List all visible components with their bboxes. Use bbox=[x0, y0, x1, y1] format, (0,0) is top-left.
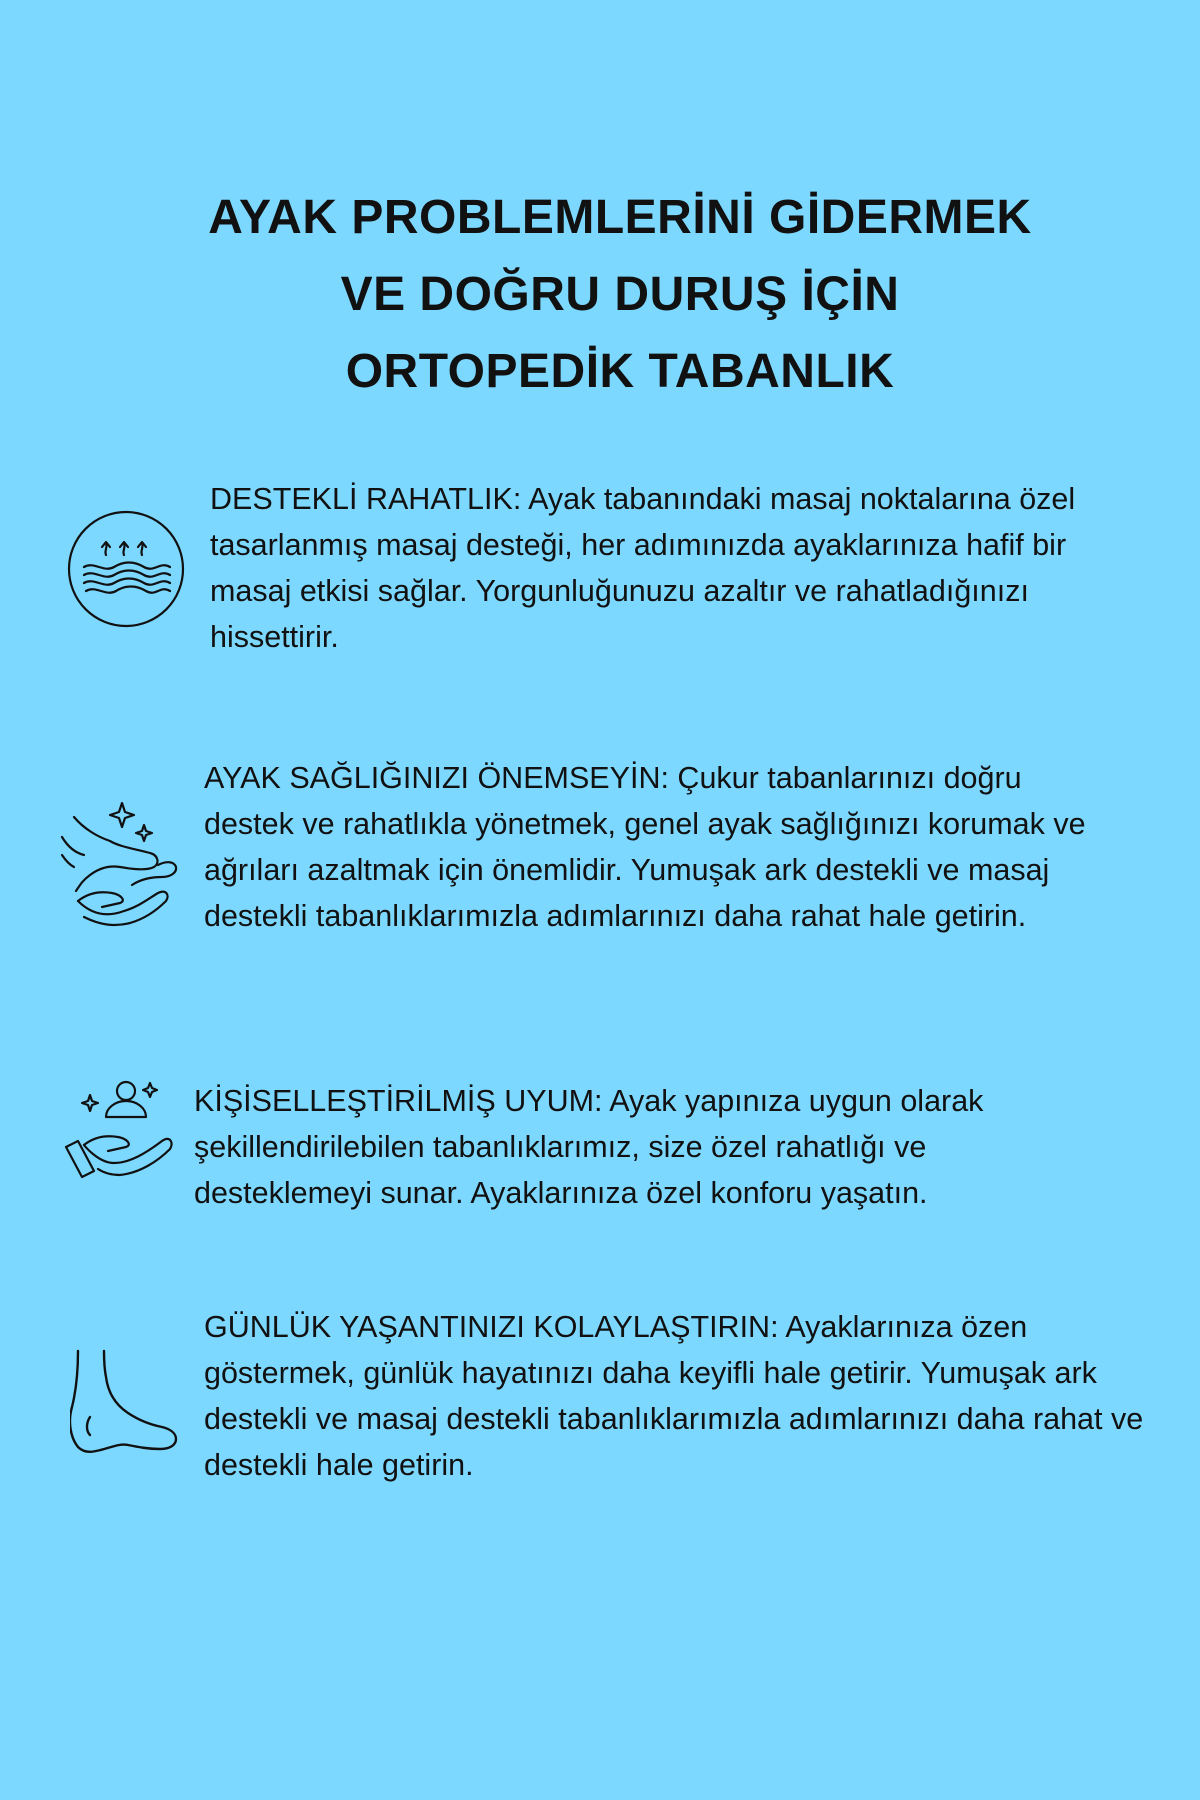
massage-waves-icon bbox=[62, 505, 190, 633]
feature-text-4: GÜNLÜK YAŞANTINIZI KOLAYLAŞTIRIN: Ayaklarınıza özen göstermek, günlük hayatınızı daha keyifli hale getirir. Yumuşak ark destekli ve masaj destekli tabanlıklarımızla adımlarınızı daha rahat ve destekli hale getirin. bbox=[204, 1310, 1144, 1482]
foot-outline-icon bbox=[70, 1345, 182, 1457]
title-line-1: AYAK PROBLEMLERİNİ GİDERMEK bbox=[208, 191, 1032, 244]
personal-care-hand-icon bbox=[62, 1075, 180, 1185]
page-title bbox=[100, 180, 1140, 410]
title-line-2: VE DOĞRU DURUŞ İÇİN bbox=[340, 267, 900, 321]
title-line-3: ORTOPEDİK TABANLIK bbox=[345, 344, 895, 398]
feature-text-1: DESTEKLİ RAHATLIK: Ayak tabanındaki masaj noktalarına özel tasarlanmış masaj desteği, her adımınızda ayaklarınıza hafif bir masaj etkisi sağlar. Yorgunluğunuzu azaltır ve rahatladığınızı hissettirir. bbox=[210, 482, 1076, 654]
foot-care-hand-icon bbox=[56, 795, 184, 935]
feature-text-3: KİŞİSELLEŞTİRİLMİŞ UYUM: Ayak yapınıza uygun olarak şekillendirilebilen tabanlıklarımız, size özel rahatlığı ve desteklemeyi sunar. Ayaklarınıza özel konforu yaşatın. bbox=[194, 1084, 984, 1210]
feature-text-2: AYAK SAĞLIĞINIZI ÖNEMSEYİN: Çukur tabanlarınızı doğru destek ve rahatlıkla yönetmek, genel ayak sağlığınızı korumak ve ağrıları azaltmak için önemlidir. Yumuşak ark destekli ve masaj destekli tabanlıklarımızla adımlarınızı daha rahat hale getirin. bbox=[204, 761, 1086, 933]
